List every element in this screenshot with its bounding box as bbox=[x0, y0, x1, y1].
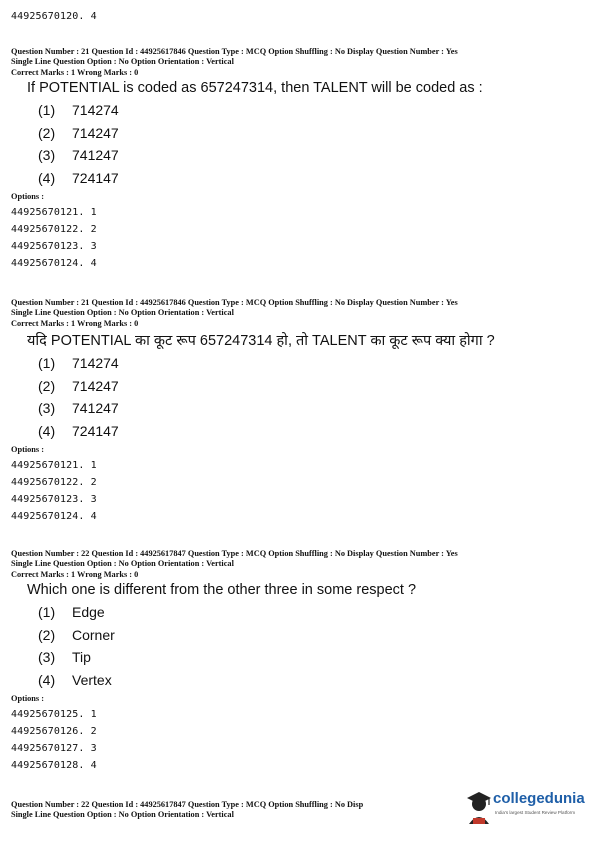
choice-item bbox=[11, 144, 586, 167]
choice-item bbox=[11, 601, 586, 624]
choice-text: 714247 bbox=[72, 377, 119, 394]
choice-number: (2) bbox=[38, 626, 56, 643]
choice-item bbox=[11, 167, 586, 190]
question-meta-line: Question Number : 21 Question Id : 44925617846 Question Type : MCQ Option Shuffling : No Display Question Number : Yes bbox=[11, 47, 458, 56]
question-meta-line-2: Single Line Question Option : No Option Orientation : Vertical bbox=[11, 308, 234, 317]
option-id: 44925670123. 3 bbox=[11, 241, 97, 252]
collegedunia-logo bbox=[462, 786, 590, 830]
options-label: Options : bbox=[11, 192, 44, 201]
choice-number: (3) bbox=[38, 147, 56, 163]
logo-wordmark: collegedunia bbox=[493, 790, 585, 807]
graduate-cap-icon bbox=[464, 788, 494, 828]
question-block-21-en bbox=[11, 47, 586, 272]
choice-item bbox=[11, 375, 586, 398]
marks-line: Correct Marks : 1 Wrong Marks : 0 bbox=[11, 570, 139, 579]
choice-text: Vertex bbox=[72, 671, 112, 688]
choice-number: (1) bbox=[38, 355, 56, 371]
choice-number: (3) bbox=[38, 649, 56, 665]
question-text: यदि POTENTIAL का कूट रूप 657247314 हो, तो TALENT का कूट रूप क्या होगा ? bbox=[27, 333, 495, 349]
option-id: 44925670121. 1 bbox=[11, 207, 97, 218]
option-id: 44925670122. 2 bbox=[11, 224, 97, 235]
logo-tagline: India's largest Student Review Platform bbox=[495, 810, 576, 815]
choice-item bbox=[11, 397, 586, 420]
option-id: 44925670122. 2 bbox=[11, 477, 97, 488]
choice-item bbox=[11, 99, 586, 122]
question-block-21-hi bbox=[11, 298, 586, 525]
choice-number: (2) bbox=[38, 124, 56, 141]
choice-text: 714274 bbox=[72, 102, 119, 118]
choice-text: 741247 bbox=[72, 147, 119, 163]
question-text: Which one is different from the other three in some respect ? bbox=[27, 582, 417, 598]
choice-item bbox=[11, 122, 586, 145]
choice-number: (4) bbox=[38, 671, 56, 688]
choice-text: 714274 bbox=[72, 355, 119, 371]
choice-item bbox=[11, 669, 586, 692]
question-meta-line: Question Number : 21 Question Id : 44925617846 Question Type : MCQ Option Shuffling : No Display Question Number : Yes bbox=[11, 298, 458, 307]
options-label: Options : bbox=[11, 445, 44, 454]
option-id: 44925670128. 4 bbox=[11, 760, 97, 771]
choice-number: (4) bbox=[38, 422, 56, 439]
choice-number: (4) bbox=[38, 169, 56, 186]
option-id: 44925670121. 1 bbox=[11, 460, 97, 471]
choice-number: (2) bbox=[38, 377, 56, 394]
choice-text: Tip bbox=[72, 649, 91, 665]
choice-number: (3) bbox=[38, 400, 56, 416]
choice-text: Edge bbox=[72, 604, 105, 620]
choice-item bbox=[11, 624, 586, 647]
question-meta-line-2: Single Line Question Option : No Option Orientation : Vertical bbox=[11, 810, 234, 819]
option-id: 44925670123. 3 bbox=[11, 494, 97, 505]
choice-text: 741247 bbox=[72, 400, 119, 416]
choice-number: (1) bbox=[38, 604, 56, 620]
option-id: 44925670127. 3 bbox=[11, 743, 97, 754]
option-id: 44925670126. 2 bbox=[11, 726, 97, 737]
question-text: If POTENTIAL is coded as 657247314, then TALENT will be coded as : bbox=[27, 80, 483, 96]
choice-item bbox=[11, 352, 586, 375]
options-label: Options : bbox=[11, 694, 44, 703]
choice-item bbox=[11, 646, 586, 669]
question-meta-line: Question Number : 22 Question Id : 44925617847 Question Type : MCQ Option Shuffling : No Disp bbox=[11, 800, 364, 809]
marks-line: Correct Marks : 1 Wrong Marks : 0 bbox=[11, 68, 139, 77]
choice-text: 714247 bbox=[72, 124, 119, 141]
choice-text: Corner bbox=[72, 626, 115, 643]
option-id: 44925670125. 1 bbox=[11, 709, 97, 720]
marks-line: Correct Marks : 1 Wrong Marks : 0 bbox=[11, 319, 139, 328]
option-id: 44925670124. 4 bbox=[11, 258, 97, 269]
choice-item bbox=[11, 420, 586, 443]
choice-text: 724147 bbox=[72, 422, 119, 439]
question-meta-line: Question Number : 22 Question Id : 44925617847 Question Type : MCQ Option Shuffling : No Display Question Number : Yes bbox=[11, 549, 458, 558]
choice-text: 724147 bbox=[72, 169, 119, 186]
choice-number: (1) bbox=[38, 102, 56, 118]
question-meta-line-2: Single Line Question Option : No Option Orientation : Vertical bbox=[11, 559, 234, 568]
option-id: 44925670124. 4 bbox=[11, 511, 97, 522]
question-block-22-en bbox=[11, 549, 586, 774]
previous-option-id: 44925670120. 4 bbox=[11, 11, 97, 22]
question-meta-line-2: Single Line Question Option : No Option Orientation : Vertical bbox=[11, 57, 234, 66]
